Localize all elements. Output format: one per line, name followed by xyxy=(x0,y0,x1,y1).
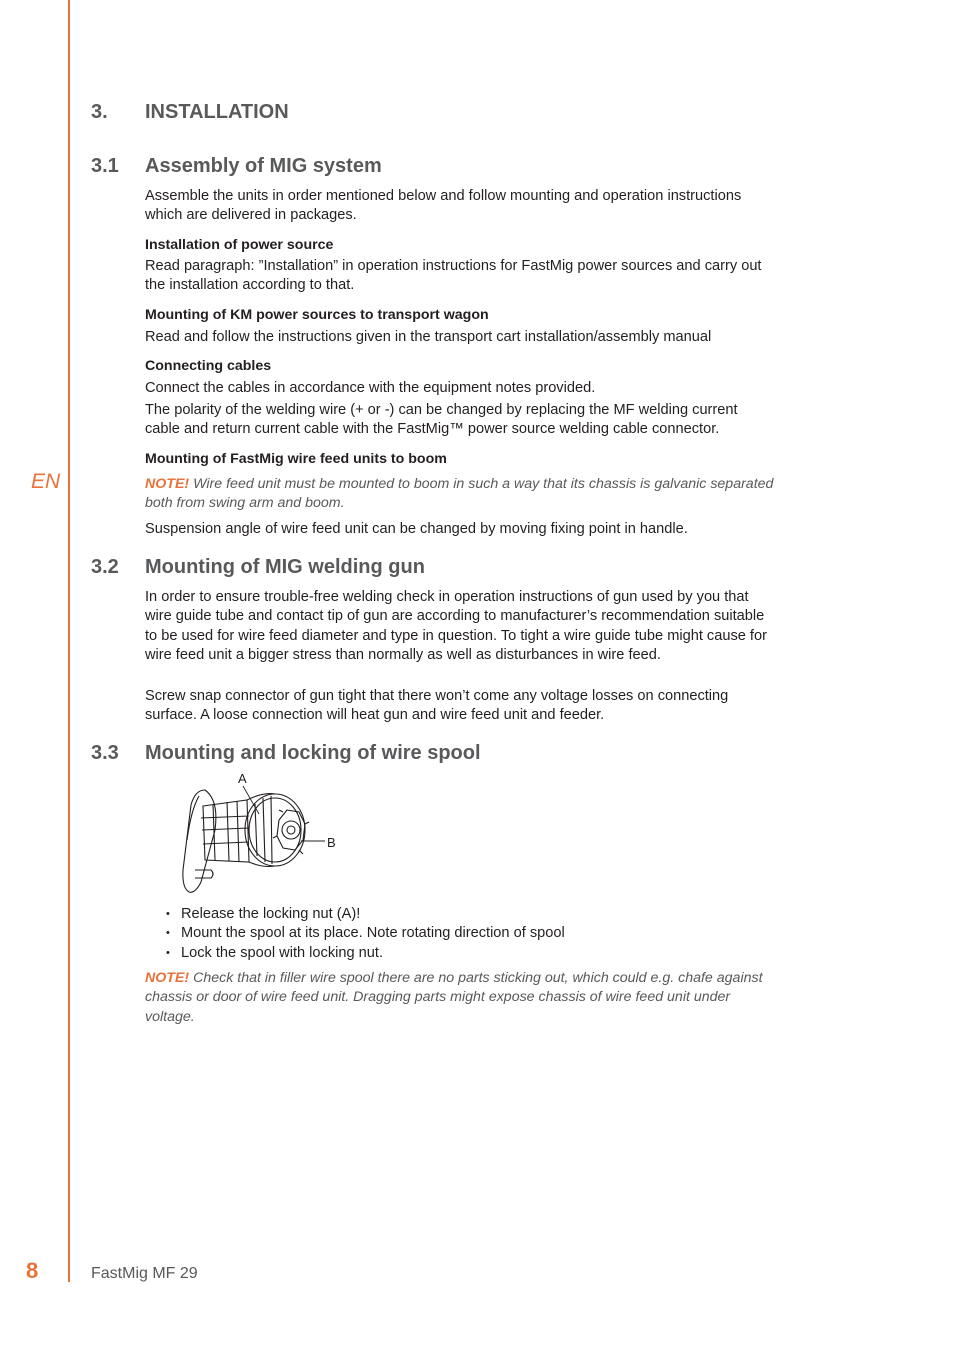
page-number: 8 xyxy=(26,1258,39,1283)
boom-note xyxy=(145,475,780,514)
list-item: • Mount the spool at its place. Note rotating direction of spool xyxy=(166,924,565,943)
spool-note-text: Check that in filler wire spool there are no parts sticking out, which could e.g. chafe against chassis or door of wire feed unit. Dragging parts might expose chassis of wire feed unit under voltage. xyxy=(145,970,763,1025)
wagon-text: Read and follow the instructions given in the transport cart installation/assembly manual xyxy=(145,329,712,345)
spool-steps-list xyxy=(166,905,565,963)
list-item: • Lock the spool with locking nut. xyxy=(166,944,565,963)
margin-rule xyxy=(68,0,70,1282)
gun-text-2: Screw snap connector of gun tight that there won’t come any voltage losses on connecting surface. A loose connection will heat gun and wire feed unit and feeder. xyxy=(145,688,729,724)
power-source-text: Read paragraph: ”Installation” in operation instructions for FastMig power sources and carry out the installation according to that. xyxy=(145,258,762,294)
section-number: 3. xyxy=(91,101,108,123)
spool-hub-figure xyxy=(175,770,345,898)
cables-heading: Connecting cables xyxy=(145,358,272,374)
subsection-title: Assembly of MIG system xyxy=(145,155,382,177)
gun-text-1: In order to ensure trouble-free welding check in operation instructions of gun used by you that wire guide tube and contact tip of gun are according to manufacturer’s recommendation suitable to be used for wire feed diameter and type in question. To tight a wire guide tube might cause for wire feed unit a bigger stress than normally as well as disturbances in wire feed. xyxy=(145,589,767,664)
subsection-title: Mounting of MIG welding gun xyxy=(145,556,425,578)
boom-heading: Mounting of FastMig wire feed units to boom xyxy=(145,451,447,467)
power-source-heading: Installation of power source xyxy=(145,237,334,253)
suspension-text: Suspension angle of wire feed unit can be changed by moving fixing point in handle. xyxy=(145,521,688,537)
assembly-intro: Assemble the units in order mentioned below and follow mounting and operation instructions which are delivered in packages. xyxy=(145,188,742,224)
note-tag: NOTE! xyxy=(145,970,190,986)
section-title: INSTALLATION xyxy=(145,101,289,123)
wagon-heading: Mounting of KM power sources to transport wagon xyxy=(145,307,489,323)
spool-hub-drawing xyxy=(175,770,345,898)
subsection-number: 3.2 xyxy=(91,556,119,578)
subsection-title: Mounting and locking of wire spool xyxy=(145,742,481,764)
figure-label-a: A xyxy=(238,771,247,786)
subsection-number: 3.3 xyxy=(91,742,119,764)
cables-text-2: The polarity of the welding wire (+ or -) can be changed by replacing the MF welding current cable and return current cable with the FastMig™ power source welding cable connector. xyxy=(145,402,738,438)
note-tag: NOTE! xyxy=(145,476,190,492)
list-item: • Release the locking nut (A)! xyxy=(166,905,565,924)
footer-product: FastMig MF 29 xyxy=(91,1265,198,1282)
figure-label-b: B xyxy=(327,835,336,850)
cables-text-1: Connect the cables in accordance with the equipment notes provided. xyxy=(145,380,596,396)
spool-note xyxy=(145,969,780,1027)
language-marker: EN xyxy=(31,470,61,493)
boom-note-text: Wire feed unit must be mounted to boom in such a way that its chassis is galvanic separated both from swing arm and boom. xyxy=(145,476,774,512)
subsection-number: 3.1 xyxy=(91,155,119,177)
